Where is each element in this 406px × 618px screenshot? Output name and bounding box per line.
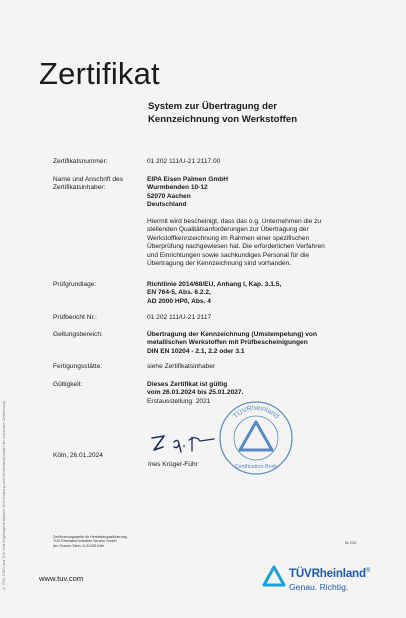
brand-slogan: Genau. Richtig. [289,582,349,592]
site-value: siehe Zertifikatsinhaber [147,363,216,370]
issuing-body [53,535,127,548]
holder-street: Wurmbenden 10-12 [147,184,208,192]
basis-label: Prüfgrundlage: [53,281,97,288]
statement-line: stellenden Qualitätsanforderungen zur Übertragung der [147,226,309,234]
report-label: Prüfbericht Nr.: [53,314,97,321]
site-label: Fertigungsstätte: [53,363,103,370]
scope-line: Übertragung der Kennzeichnung (Umstempelung) von [147,331,317,338]
statement-line: Übertragung der Kennzeichnung sind vorhanden. [147,260,292,268]
certificate-title: Zertifikat [39,56,160,91]
holder-name: EIPA Eisen Palmen GmbH [147,176,228,183]
footer-line: Zertifizierungsstelle für Herstellerqualifizierung [53,535,127,539]
scope-line: metallischen Werkstoffen mit Prüfbescheinigungen [147,339,308,347]
subtitle-line-1: System zur Übertragung der [148,101,278,112]
statement-line: Hiermit wird bescheinigt, dass das o.g. Unternehmen die zu [147,218,322,225]
subtitle-line-2: Kennzeichnung von Werkstoffen [148,113,298,125]
scope-value [147,331,377,356]
holder-address [147,176,377,210]
trademark-side-note: ® TÜV, TUEV und TUV sind eingetragene Marken. Eine Nutzung und Verwendung bedarf der vorherigen Zustimmung. [2,400,6,590]
validity-label: Gültigkeit: [53,381,83,388]
scope-line: DIN EN 10204 - 2.1, 2.2 oder 3.1 [147,347,245,355]
validity-line-1: Dieses Zertifikat ist gültig [147,381,228,388]
basis-line: AD 2000 HP0, Abs. 4 [147,297,211,305]
basis-line: EN 764-5, Abs. 6.2.2, [147,289,211,297]
certificate-number-value: 01 202 111/U-21 2117.00 [147,158,221,165]
statement-line: Überprüfung nachgewiesen hat. Die erforderlichen Verfahren [147,243,325,251]
holder-city: 52070 Aachen [147,192,191,200]
place-date: Köln, 26.01.2024 [53,452,103,459]
website-link[interactable]: www.tuv.com [39,574,84,583]
report-number: 01 202 111/U-21 2117 [147,314,212,321]
certificate-number-label: Zertifikatsnummer: [53,158,108,165]
basis-value [147,281,377,306]
brand-name-text: TÜVRheinland [289,567,366,580]
brand-name [289,567,370,580]
form-code: M-210 [345,540,357,545]
certification-stamp-icon [216,398,296,478]
basis-line: Richtlinie 2014/68/EU, Anhang I, Kap. 3.1.5, [147,281,282,288]
brand-reg-mark: ® [365,568,371,575]
stamp-text: TÜVRheinland Certification Body [232,404,280,470]
statement-line: Werkstoffkennzeichnung im Rahmen einer spezifischen [147,234,310,242]
holder-label-line-2: Zertifikatsinhaber: [53,184,106,192]
scope-label: Geltungsbereich: [53,331,103,338]
holder-label [53,176,123,193]
footer-line: Am Grauen Stein, D-51105 Köln [53,543,105,548]
footer-line: TÜV Rheinland Industrie Service GmbH [53,539,117,544]
signatory-name: Ines Krüger-Führ [148,461,198,468]
statement-line: und Einrichtungen sowie sachkundiges Personal für die [147,251,310,259]
tuv-triangle-logo-icon [262,565,286,587]
certification-statement [147,218,377,268]
first-issue: Erstausstellung: 2021 [147,397,211,405]
certificate-subtitle [148,101,348,126]
validity-line-2: vom 26.01.2024 bis 25.01.2027. [147,389,244,397]
holder-country: Deutschland [147,201,187,209]
holder-label-line-1: Name und Anschrift des [53,176,124,183]
